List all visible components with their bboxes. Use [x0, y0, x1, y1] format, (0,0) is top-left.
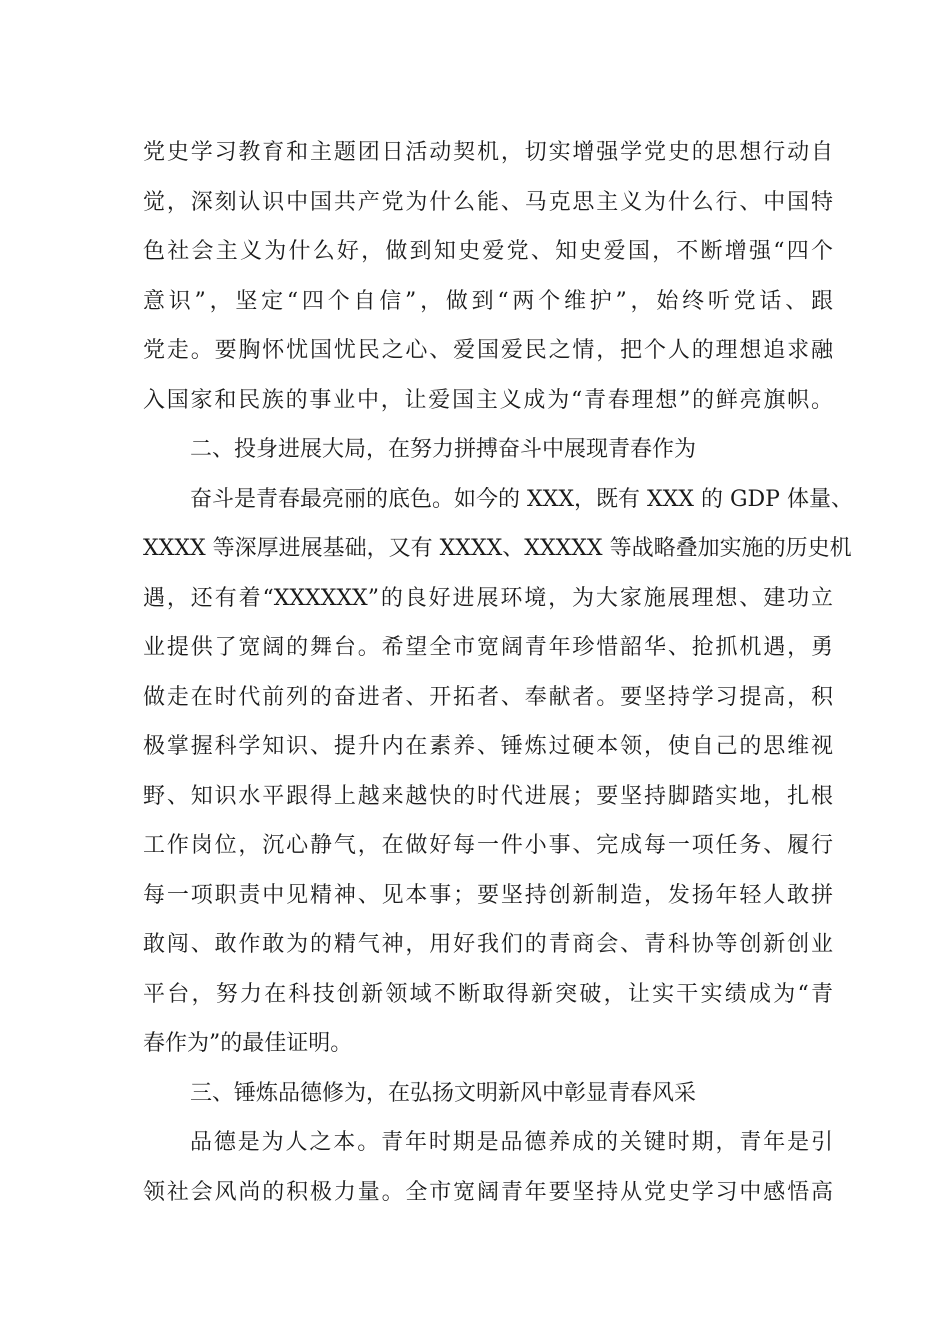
paragraph-line: 入国家和民族的事业中，让爱国主义成为“青春理想”的鲜亮旗帜。 [143, 387, 833, 413]
paragraph-line: 做走在时代前列的奋进者、开拓者、奉献者。要坚持学习提高，积 [143, 684, 833, 710]
paragraph-line: 每一项职责中见精神、见本事；要坚持创新制造，发扬年轻人敢拼 [143, 882, 833, 908]
paragraph-line: 党走。要胸怀忧国忧民之心、爱国爱民之情，把个人的理想追求融 [143, 338, 833, 363]
paragraph-last-line: 春作为”的最佳证明。 [143, 1031, 353, 1056]
paragraph-line: 工作岗位，沉心静气，在做好每一件小事、完成每一项任务、履行 [143, 833, 833, 858]
document-body [143, 128, 853, 1217]
paragraph-line: 觉，深刻认识中国共产党为什么能、马克思主义为什么行、中国特 [143, 189, 833, 215]
paragraph-line: 领社会风尚的积极力量。全市宽阔青年要坚持从党史学习中感悟高 [143, 1179, 833, 1205]
paragraph-line: XXXX 等深厚进展基础，又有 XXXX、XXXXX 等战略叠加实施的历史机 [143, 536, 852, 561]
paragraph-line: 极掌握科学知识、提升内在素养、锤炼过硬本领，使自己的思维视 [143, 734, 833, 759]
paragraph-line: 遇，还有着“XXXXXX”的良好进展环境，为大家施展理想、建功立 [143, 585, 833, 611]
paragraph-line: 党史学习教育和主题团日活动契机，切实增强学党史的思想行动自 [143, 140, 833, 165]
section-heading: 二、投身进展大局，在努力拼搏奋斗中展现青春作为 [190, 437, 697, 462]
paragraph-line: 野、知识水平跟得上越来越快的时代进展；要坚持脚踏实地，扎根 [143, 783, 833, 809]
section-heading: 三、锤炼品德修为，在弘扬文明新风中彰显青春风采 [190, 1080, 697, 1106]
paragraph-line: 意识”，坚定“四个自信”，做到“两个维护”，始终听党话、跟 [143, 288, 833, 314]
paragraph-first-line: 奋斗是青春最亮丽的底色。如今的 XXX，既有 XXX 的 GDP 体量、 [190, 486, 853, 512]
paragraph-line: 业提供了宽阔的舞台。希望全市宽阔青年珍惜韶华、抢抓机遇，勇 [143, 635, 833, 660]
paragraph-first-line: 品德是为人之本。青年时期是品德养成的关键时期，青年是引 [190, 1130, 833, 1155]
paragraph-line: 色社会主义为什么好，做到知史爱党、知史爱国，不断增强“四个 [143, 239, 833, 264]
paragraph-line: 平台，努力在科技创新领域不断取得新突破，让实干实绩成为“青 [143, 981, 833, 1007]
paragraph-line: 敢闯、敢作敢为的精气神，用好我们的青商会、青科协等创新创业 [143, 932, 833, 957]
